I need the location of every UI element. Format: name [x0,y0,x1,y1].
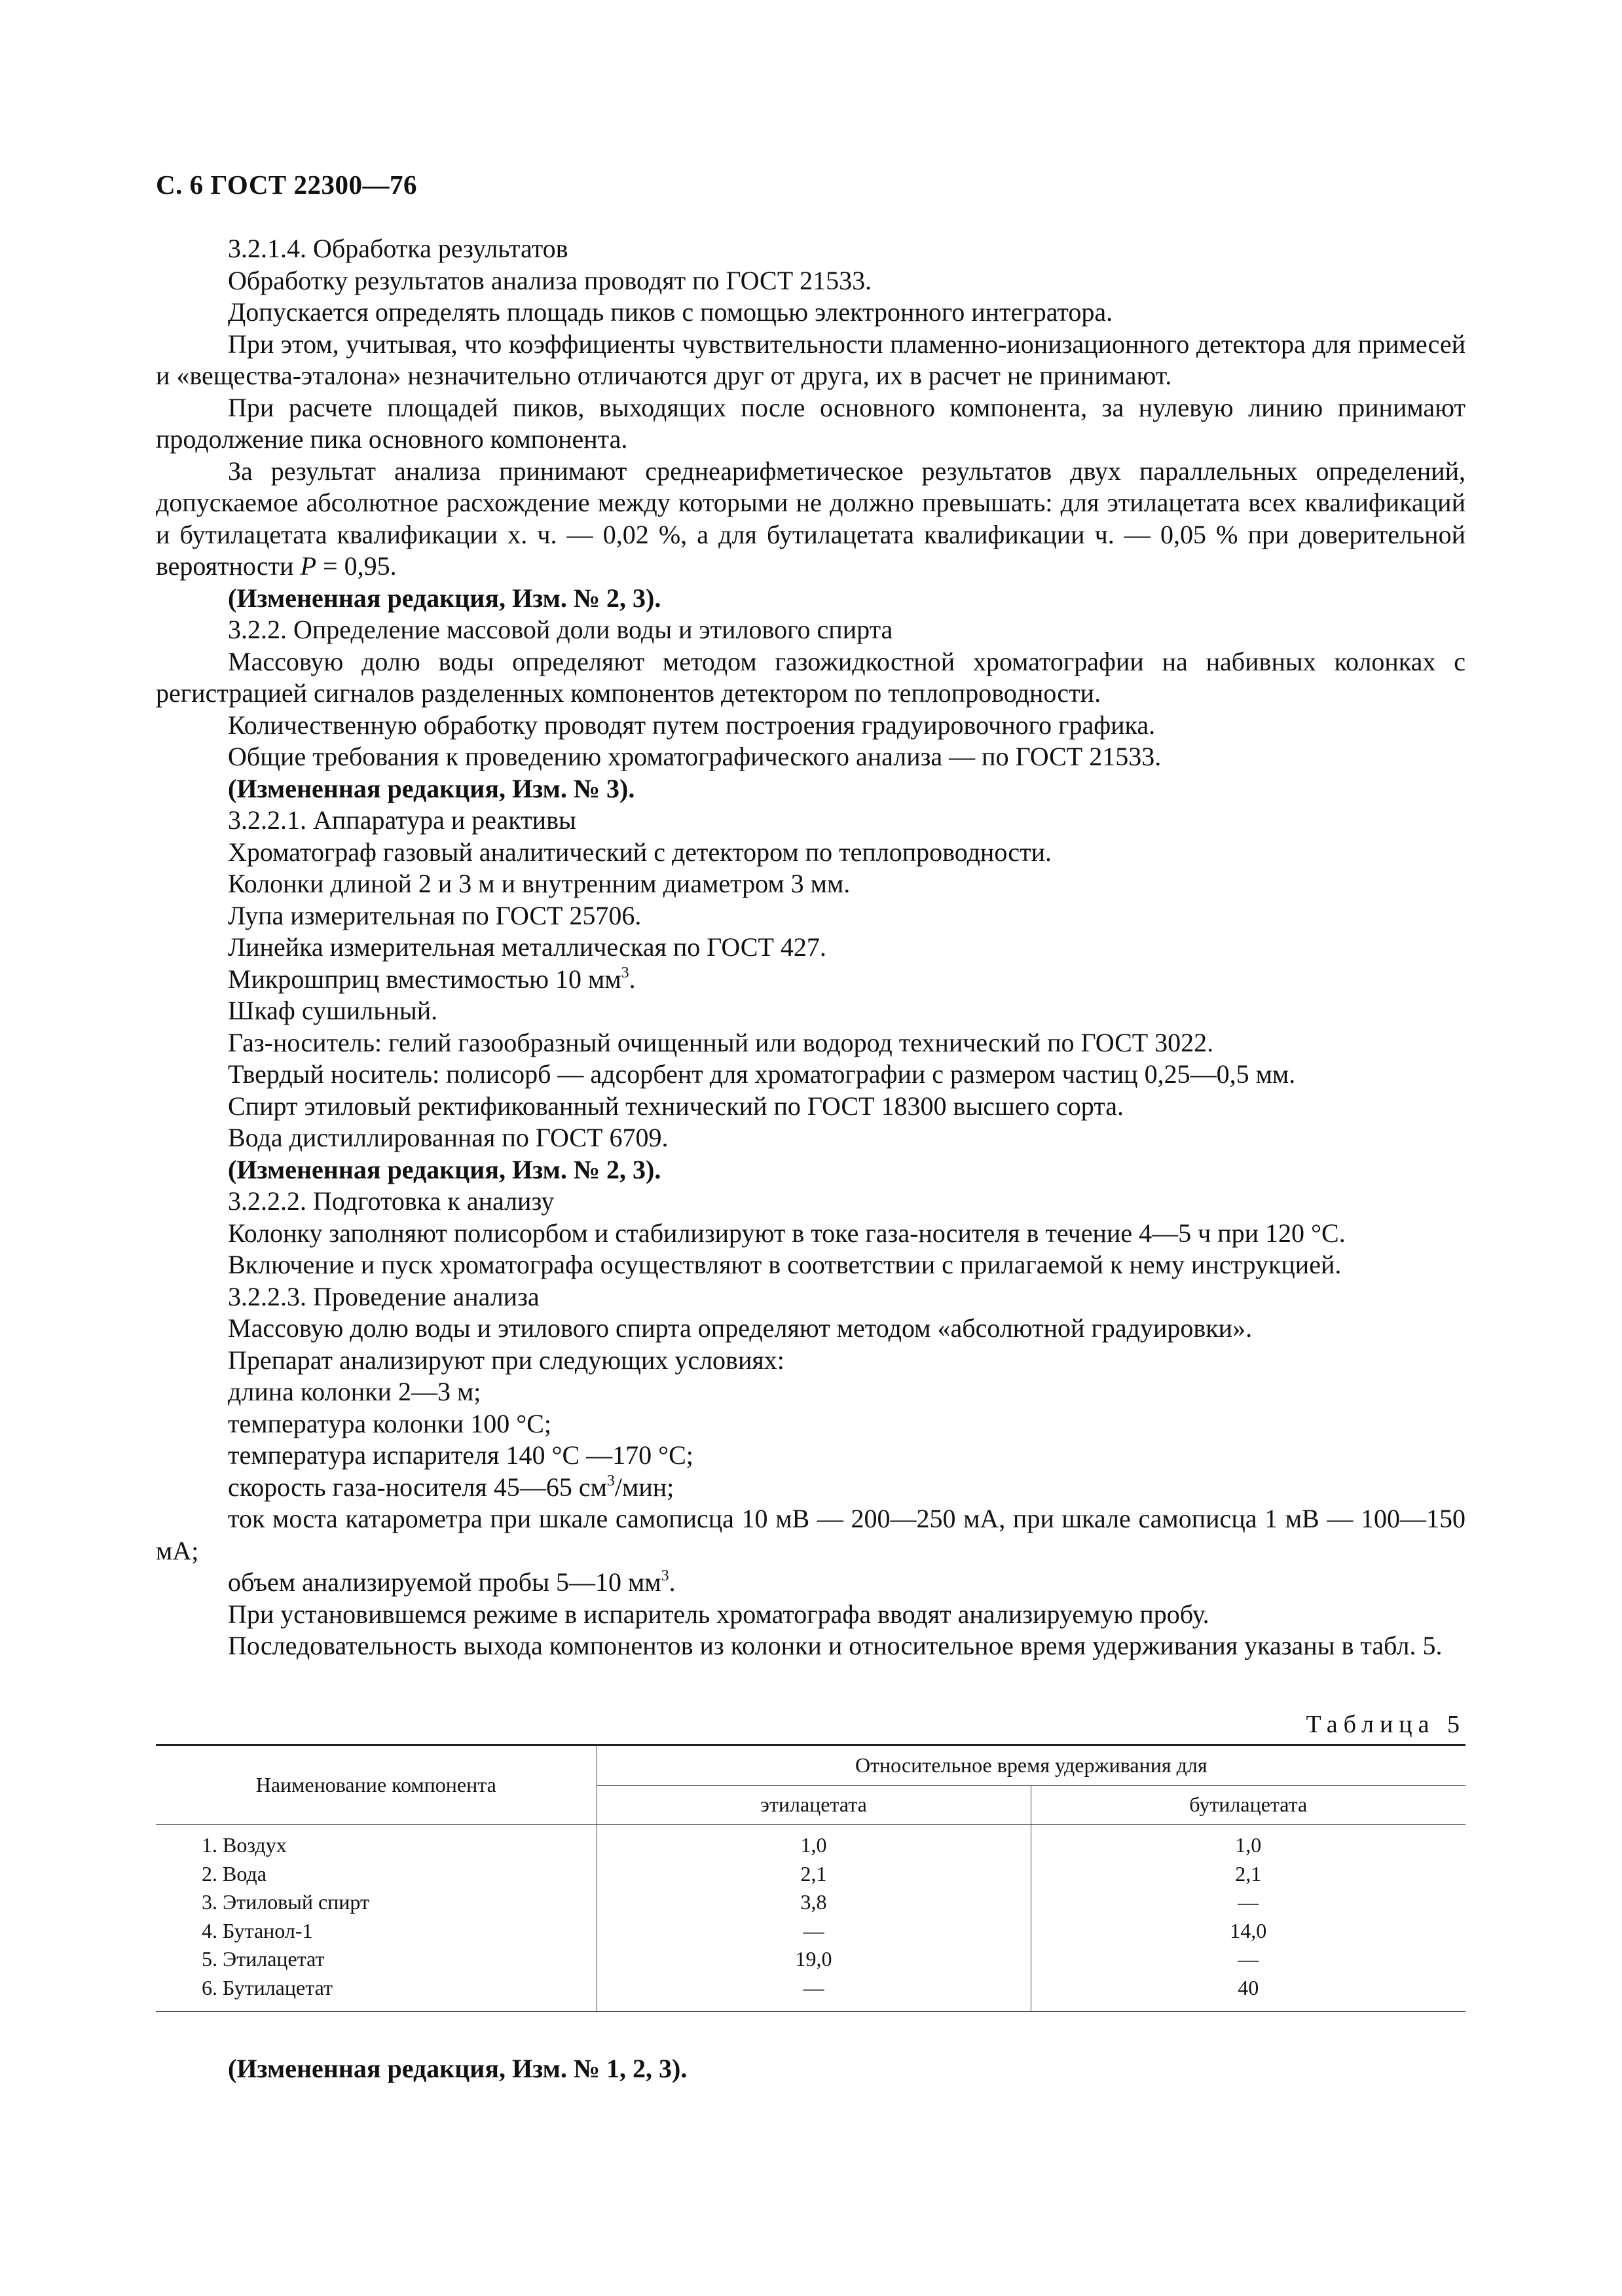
cell-butyl: — [1238,1890,1259,1914]
table-row [156,1825,1465,1860]
cell-ethyl: 1,0 [597,1825,1031,1860]
text-run: = 0,95. [316,551,397,581]
paragraph: Допускается определять площадь пиков с помощью электронного интегратора. [228,297,1113,327]
paragraph: Общие требования к проведению хроматографического анализа — по ГОСТ 21533. [228,742,1162,771]
text-run: . [629,964,636,994]
paragraph: Массовую долю воды и этилового спирта определяют методом «абсолютной градуировки». [228,1313,1253,1343]
cell-butyl: 40 [1031,1974,1465,2012]
list-item: Шкаф сушильный. [228,996,438,1025]
paragraph: Включение и пуск хроматографа осуществляют в соответствии с прилагаемой к нему инструкцией. [228,1250,1342,1279]
cell-component: 1. Воздух [202,1833,287,1857]
cell-component: 5. Этилацетат [202,1947,325,1971]
list-item: Хроматограф газовый аналитический с детектором по теплопроводности. [228,837,1052,867]
text-run: За результат анализа принимают среднеарифметическое результатов двух параллельных определений, допускаемое абсолютное расхождение между которыми не должно превышать: для этилацетата всех квалификаций и бутилацетата квалификации х. ч. — 0,02 %, а для бутилацетата квалификации ч. — 0,05 % при доверительной вероятности [156,456,1465,581]
list-item: Линейка измерительная металлическая по ГОСТ 427. [228,932,826,962]
cell-butyl: — [1238,1947,1259,1971]
condition-item: длина колонки 2—3 м; [228,1377,481,1406]
condition-item: ток моста катарометра при шкале самописца 10 мВ — 200—250 мА, при шкале самописца 1 мВ — 100—150 мА; [156,1504,1465,1565]
section-heading: 3.2.2. Определение массовой доли воды и этилового спирта [228,615,893,644]
cell-ethyl: 2,1 [597,1860,1031,1889]
paragraph: Количественную обработку проводят путем построения градуировочного графика. [228,710,1156,740]
section-heading: 3.2.2.2. Подготовка к анализу [228,1186,555,1216]
cell-ethyl: 19,0 [597,1945,1031,1974]
text-run: /мин; [614,1472,674,1502]
list-item: Колонки длиной 2 и 3 м и внутренним диаметром 3 мм. [228,869,851,898]
amendment-note: (Измененная редакция, Изм. № 1, 2, 3). [228,2054,688,2083]
cell-butyl: 1,0 [1235,1833,1262,1857]
paragraph: Последовательность выхода компонентов из колонки и относительное время удерживания указаны в табл. 5. [228,1631,1443,1660]
list-item: Спирт этиловый ректификованный технический по ГОСТ 18300 высшего сорта. [228,1091,1124,1121]
table-row [156,1917,1465,1946]
condition-item: температура колонки 100 °С; [228,1408,552,1438]
column-header-butyl-acetate: бутилацетата [1031,1786,1465,1825]
text-run: Микрошприц вместимостью 10 мм [228,964,621,994]
cell-ethyl: — [597,1974,1031,2012]
list-item: Вода дистиллированная по ГОСТ 6709. [228,1123,669,1152]
condition-item [156,1472,1465,1504]
document-body [156,233,1465,1662]
text-run: . [669,1567,676,1597]
superscript: 3 [661,1567,669,1584]
amendment-note: (Измененная редакция, Изм. № 2, 3). [228,583,661,613]
italic-variable: P [300,551,317,581]
column-header-group: Относительное время удерживания для [597,1745,1465,1786]
list-item: Лупа измерительная по ГОСТ 25706. [228,900,642,930]
paragraph: Колонку заполняют полисорбом и стабилизируют в токе газа-носителя в течение 4—5 ч при 120 °С. [228,1218,1346,1248]
condition-item [156,1567,1465,1599]
amendment-note: (Измененная редакция, Изм. № 2, 3). [228,1154,661,1184]
cell-component: 4. Бутанол-1 [202,1918,313,1942]
section-heading: 3.2.2.3. Проведение анализа [228,1281,540,1311]
list-item [156,964,1465,996]
paragraph: Обработку результатов анализа проводят по ГОСТ 21533. [228,265,872,295]
paragraph: Массовую долю воды определяют методом газожидкостной хроматографии на набивных колонках с регистрацией сигналов разделенных компонентов детектором по теплопроводности. [156,646,1465,708]
table-row [156,1860,1465,1889]
cell-butyl: 14,0 [1230,1918,1267,1942]
list-item: Твердый носитель: полисорб — адсорбент для хроматографии с размером частиц 0,25—0,5 мм. [228,1059,1296,1089]
section-heading: 3.2.1.4. Обработка результатов [228,234,568,263]
superscript: 3 [606,1472,615,1489]
cell-component: 2. Вода [202,1861,267,1886]
cell-component: 3. Этиловый спирт [202,1890,369,1914]
list-item: Газ-носитель: гелий газообразный очищенный или водород технический по ГОСТ 3022. [228,1027,1214,1057]
paragraph: Препарат анализируют при следующих условиях: [228,1345,784,1375]
column-header-ethyl-acetate: этилацетата [597,1786,1031,1825]
paragraph: При установившемся режиме в испаритель хроматографа вводят анализируемую пробу. [228,1599,1209,1629]
text-run: скорость газа-носителя 45—65 см [228,1472,607,1502]
cell-butyl: 2,1 [1235,1861,1262,1886]
cell-component: 6. Бутилацетат [156,1974,597,2012]
superscript: 3 [621,964,629,981]
condition-item: температура испарителя 140 °С —170 °С; [228,1440,693,1470]
cell-ethyl: 3,8 [597,1888,1031,1917]
paragraph: При этом, учитывая, что коэффициенты чувствительности пламенно-ионизационного детектора для примесей и «вещества-эталона» незначительно отличаются друг от друга, их в расчет не принимают. [156,329,1465,390]
column-header-component: Наименование компонента [156,1745,597,1825]
text-run: объем анализируемой пробы 5—10 мм [228,1567,661,1597]
paragraph: При расчете площадей пиков, выходящих после основного компонента, за нулевую линию принимают продолжение пика основного компонента. [156,392,1465,454]
paragraph [156,456,1465,583]
retention-time-table [156,1744,1465,2012]
table-row [156,1945,1465,1974]
page-header: С. 6 ГОСТ 22300—76 [156,170,418,200]
table-caption: Таблица 5 [1306,1711,1465,1738]
amendment-note: (Измененная редакция, Изм. № 3). [228,773,635,803]
cell-ethyl: — [597,1917,1031,1946]
section-heading: 3.2.2.1. Аппаратура и реактивы [228,805,576,835]
table-row [156,1888,1465,1917]
table-row [156,1974,1465,2012]
